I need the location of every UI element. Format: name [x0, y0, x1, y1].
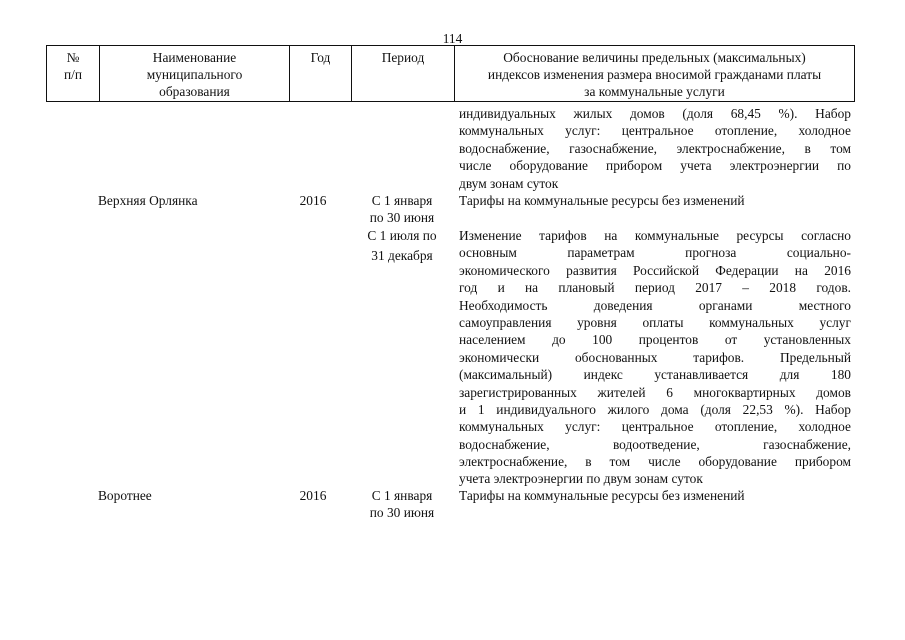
row-period-first: С 1 января по 30 июня: [369, 193, 435, 226]
row-basis-second: Изменение тарифов на коммунальные ресурсы согласно основным параметрам прогноза социально- экономического развития Российской Федерации на 2016 год и на плановый период 2017 – 2018 годов. Необходимость доведения органами местного самоуправления уровня оплаты коммунальных услуг населением до 100 процентов от установленных экономически обоснованных тарифов. Предельный (максимальный) индекс устанавливается для 180 зарегистрированных жителей 6 многоквартирных домов и 1 индивидуального жилого дома (доля 22,53 %). Набор коммунальных услуг: центральное отопление, холодное водоснабжение, водоотведение, газоснабжение, электроснабжение, в том числе оборудование прибором учета электроэнергии по двум зонам суток: [459, 228, 851, 487]
row-basis-first: Тарифы на коммунальные ресурсы без изменений: [459, 193, 745, 208]
header-col-basis: Обоснование величины предельных (максимальных) индексов изменения размера вносимой гражданами платы за коммунальные услуги: [487, 50, 822, 99]
header-col-name: Наименование муниципального образования: [100, 46, 290, 101]
row-period-second: С 1 июля по 31 декабря: [367, 228, 437, 263]
row-year: 2016: [299, 488, 327, 503]
row-name: Воротнее: [98, 488, 152, 503]
row-year: 2016: [299, 193, 327, 208]
continuation-text: индивидуальных жилых домов (доля 68,45 %). Набор коммунальных услуг: центральное отопление, холодное водоснабжение, газоснабжение, электроснабжение, в том числе оборудование прибором учета электроэнергии по двум зонам суток: [459, 106, 851, 191]
header-col-period: Период: [352, 46, 455, 101]
page-number: 114: [442, 31, 463, 46]
header-col-year: Год: [290, 46, 352, 101]
header-col-number: № п/п: [47, 46, 100, 101]
table-header: [46, 45, 855, 102]
row-period-first: С 1 января по 30 июня: [369, 488, 435, 521]
row-basis-first: Тарифы на коммунальные ресурсы без изменений: [459, 488, 745, 503]
row-name: Верхняя Орлянка: [98, 193, 198, 208]
